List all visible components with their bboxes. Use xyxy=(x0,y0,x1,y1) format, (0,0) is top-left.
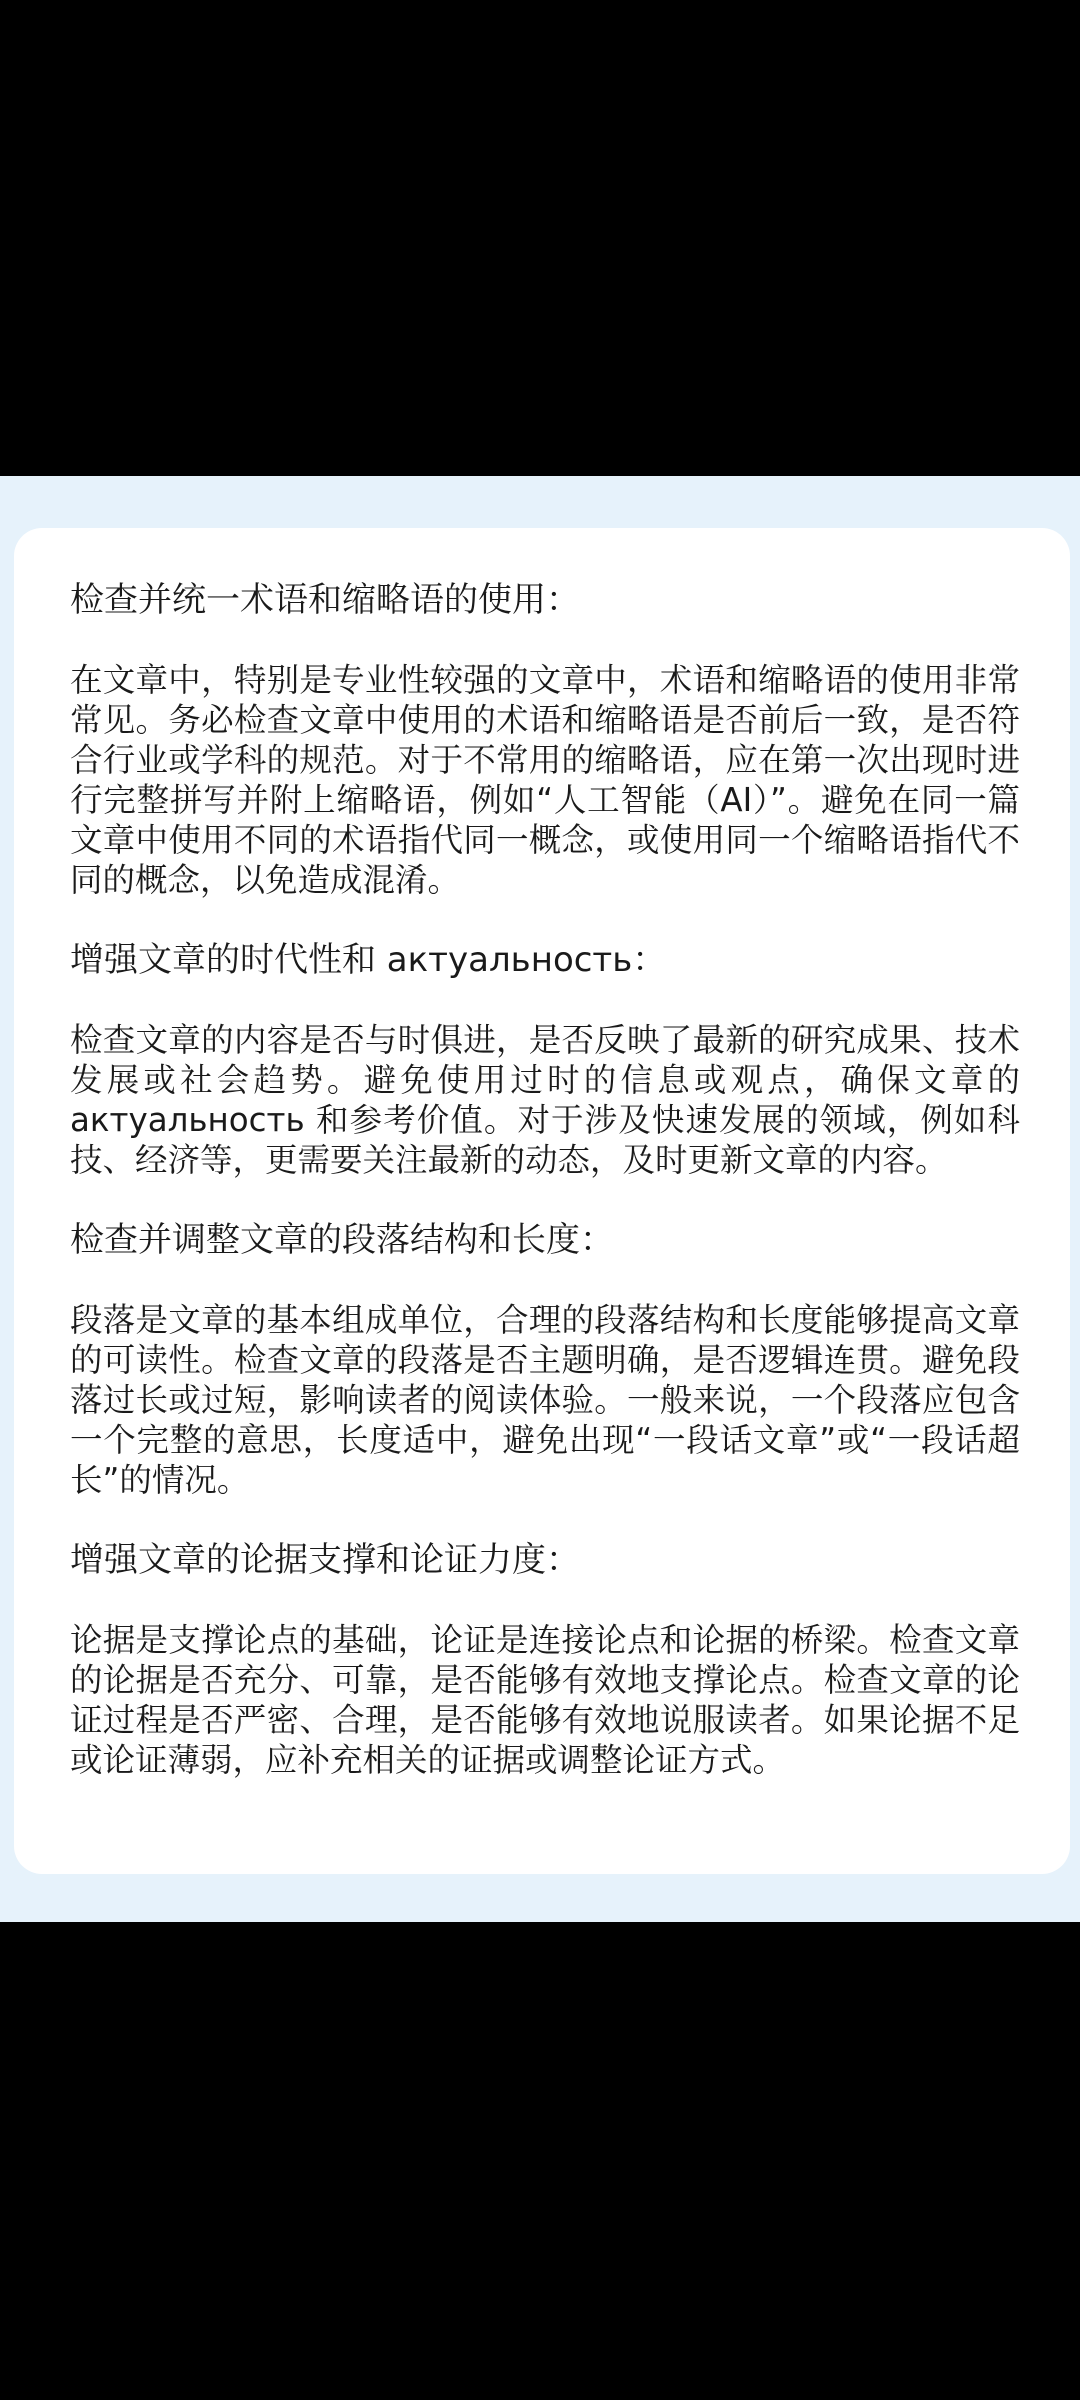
section-body-paragraph-structure: 段落是文章的基本组成单位，合理的段落结构和长度能够提高文章的可读性。检查文章的段落是否主题明确，是否逻辑连贯。避免段落过长或过短，影响读者的阅读体验。一般来说，一个段落应包含一个完整的意思，长度适中，避免出现“一段话文章”或“一段话超长”的情况。 xyxy=(70,1301,1020,1499)
section-heading-timeliness: 增强文章的时代性和 актуальность： xyxy=(70,940,667,980)
section-body-argument: 论据是支撑论点的基础，论证是连接论点和论据的桥梁。检查文章的论据是否充分、可靠，是否能够有效地支撑论点。检查文章的论证过程是否严密、合理，是否能够有效地说服读者。如果论据不足或论证薄弱，应补充相关的证据或调整论证方式。 xyxy=(70,1621,1020,1779)
top-black-area xyxy=(0,0,1080,476)
section-body-terminology: 在文章中，特别是专业性较强的文章中，术语和缩略语的使用非常常见。务必检查文章中使用的术语和缩略语是否前后一致，是否符合行业或学科的规范。对于不常用的缩略语，应在第一次出现时进行完整拼写并附上缩略语，例如“人工智能（AI）”。避免在同一篇文章中使用不同的术语指代同一概念，或使用同一个缩略语指代不同的概念，以免造成混淆。 xyxy=(70,661,1020,899)
section-heading-terminology: 检查并统一术语和缩略语的使用： xyxy=(70,580,580,620)
section-heading-paragraph-structure: 检查并调整文章的段落结构和长度： xyxy=(70,1220,614,1260)
bottom-black-area xyxy=(0,1922,1080,2400)
section-body-timeliness: 检查文章的内容是否与时俱进，是否反映了最新的研究成果、技术发展或社会趋势。避免使用过时的信息或观点，确保文章的 актуальность 和参考价值。对于涉及快速发展的领域，例如科技、经济等，更需要关注最新的动态，及时更新文章的内容。 xyxy=(70,1021,1020,1179)
article-text xyxy=(70,580,1020,1820)
section-heading-argument: 增强文章的论据支撑和论证力度： xyxy=(70,1540,580,1580)
